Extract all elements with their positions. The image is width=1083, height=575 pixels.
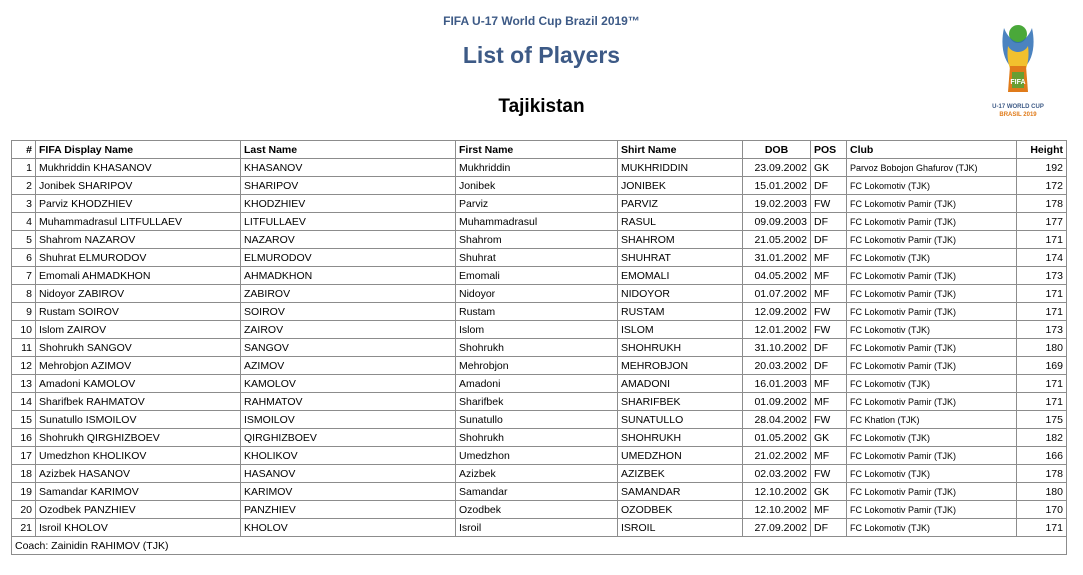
player-dob: 12.10.2002 xyxy=(743,501,811,519)
player-club: FC Lokomotiv (TJK) xyxy=(847,465,1017,483)
player-position: FW xyxy=(811,195,847,213)
player-number: 16 xyxy=(12,429,36,447)
player-number: 9 xyxy=(12,303,36,321)
player-dob: 28.04.2002 xyxy=(743,411,811,429)
player-number: 7 xyxy=(12,267,36,285)
player-first-name: Sharifbek xyxy=(456,393,618,411)
player-height: 173 xyxy=(1017,267,1067,285)
column-header-pos: POS xyxy=(811,141,847,159)
player-dob: 01.07.2002 xyxy=(743,285,811,303)
player-shirt-name: ISLOM xyxy=(618,321,743,339)
player-display-name: Amadoni KAMOLOV xyxy=(36,375,241,393)
table-row xyxy=(12,339,1067,357)
tournament-subtitle: FIFA U-17 World Cup Brazil 2019™ xyxy=(443,14,640,28)
player-last-name: AZIMOV xyxy=(241,357,456,375)
player-first-name: Umedzhon xyxy=(456,447,618,465)
player-number: 8 xyxy=(12,285,36,303)
player-number: 19 xyxy=(12,483,36,501)
team-name: Tajikistan xyxy=(498,96,585,117)
table-row xyxy=(12,195,1067,213)
player-last-name: SHARIPOV xyxy=(241,177,456,195)
player-position: MF xyxy=(811,249,847,267)
player-position: DF xyxy=(811,177,847,195)
player-club: FC Lokomotiv Pamir (TJK) xyxy=(847,483,1017,501)
player-shirt-name: MEHROBJON xyxy=(618,357,743,375)
player-height: 178 xyxy=(1017,195,1067,213)
player-position: DF xyxy=(811,213,847,231)
table-row xyxy=(12,249,1067,267)
player-height: 178 xyxy=(1017,465,1067,483)
player-display-name: Parviz KHODZHIEV xyxy=(36,195,241,213)
player-first-name: Nidoyor xyxy=(456,285,618,303)
player-number: 4 xyxy=(12,213,36,231)
table-row xyxy=(12,375,1067,393)
player-display-name: Mukhriddin KHASANOV xyxy=(36,159,241,177)
player-last-name: PANZHIEV xyxy=(241,501,456,519)
player-last-name: KAMOLOV xyxy=(241,375,456,393)
player-height: 171 xyxy=(1017,375,1067,393)
player-last-name: KHOLIKOV xyxy=(241,447,456,465)
player-first-name: Shahrom xyxy=(456,231,618,249)
player-club: FC Lokomotiv (TJK) xyxy=(847,429,1017,447)
table-row xyxy=(12,483,1067,501)
player-club: FC Lokomotiv Pamir (TJK) xyxy=(847,195,1017,213)
player-number: 6 xyxy=(12,249,36,267)
player-display-name: Shohrukh QIRGHIZBOEV xyxy=(36,429,241,447)
player-number: 18 xyxy=(12,465,36,483)
player-first-name: Parviz xyxy=(456,195,618,213)
player-dob: 31.10.2002 xyxy=(743,339,811,357)
player-height: 172 xyxy=(1017,177,1067,195)
player-display-name: Mehrobjon AZIMOV xyxy=(36,357,241,375)
player-last-name: SOIROV xyxy=(241,303,456,321)
table-row xyxy=(12,411,1067,429)
player-position: MF xyxy=(811,375,847,393)
table-row xyxy=(12,519,1067,537)
player-club: FC Lokomotiv (TJK) xyxy=(847,375,1017,393)
logo-caption-line2: BRASIL 2019 xyxy=(999,112,1037,118)
player-position: DF xyxy=(811,357,847,375)
player-dob: 21.02.2002 xyxy=(743,447,811,465)
player-number: 13 xyxy=(12,375,36,393)
player-dob: 15.01.2002 xyxy=(743,177,811,195)
player-club: FC Khatlon (TJK) xyxy=(847,411,1017,429)
player-dob: 20.03.2002 xyxy=(743,357,811,375)
player-last-name: HASANOV xyxy=(241,465,456,483)
column-header-last-name: Last Name xyxy=(241,141,456,159)
table-row xyxy=(12,357,1067,375)
player-position: MF xyxy=(811,267,847,285)
table-row xyxy=(12,159,1067,177)
player-club: FC Lokomotiv Pamir (TJK) xyxy=(847,303,1017,321)
player-shirt-name: SHAHROM xyxy=(618,231,743,249)
player-height: 170 xyxy=(1017,501,1067,519)
player-height: 171 xyxy=(1017,519,1067,537)
player-first-name: Jonibek xyxy=(456,177,618,195)
player-position: GK xyxy=(811,483,847,501)
player-club: FC Lokomotiv Pamir (TJK) xyxy=(847,357,1017,375)
player-last-name: NAZAROV xyxy=(241,231,456,249)
player-first-name: Shuhrat xyxy=(456,249,618,267)
player-number: 1 xyxy=(12,159,36,177)
player-shirt-name: SUNATULLO xyxy=(618,411,743,429)
player-club: FC Lokomotiv Pamir (TJK) xyxy=(847,213,1017,231)
table-row xyxy=(12,303,1067,321)
player-dob: 19.02.2003 xyxy=(743,195,811,213)
player-height: 171 xyxy=(1017,285,1067,303)
player-height: 169 xyxy=(1017,357,1067,375)
player-position: MF xyxy=(811,285,847,303)
player-dob: 01.09.2002 xyxy=(743,393,811,411)
player-height: 180 xyxy=(1017,339,1067,357)
player-last-name: ISMOILOV xyxy=(241,411,456,429)
table-row xyxy=(12,501,1067,519)
player-shirt-name: PARVIZ xyxy=(618,195,743,213)
player-first-name: Sunatullo xyxy=(456,411,618,429)
player-last-name: ZABIROV xyxy=(241,285,456,303)
column-header-display-name: FIFA Display Name xyxy=(36,141,241,159)
player-last-name: QIRGHIZBOEV xyxy=(241,429,456,447)
player-shirt-name: RASUL xyxy=(618,213,743,231)
column-header-club: Club xyxy=(847,141,1017,159)
table-row xyxy=(12,267,1067,285)
player-number: 15 xyxy=(12,411,36,429)
player-club: FC Lokomotiv Pamir (TJK) xyxy=(847,231,1017,249)
player-position: FW xyxy=(811,465,847,483)
player-number: 21 xyxy=(12,519,36,537)
player-first-name: Shohrukh xyxy=(456,339,618,357)
player-height: 192 xyxy=(1017,159,1067,177)
player-shirt-name: SHOHRUKH xyxy=(618,339,743,357)
player-dob: 01.05.2002 xyxy=(743,429,811,447)
player-display-name: Umedzhon KHOLIKOV xyxy=(36,447,241,465)
player-height: 166 xyxy=(1017,447,1067,465)
player-position: DF xyxy=(811,231,847,249)
player-last-name: ELMURODOV xyxy=(241,249,456,267)
player-shirt-name: UMEDZHON xyxy=(618,447,743,465)
column-header-first-name: First Name xyxy=(456,141,618,159)
players-table xyxy=(11,140,1067,555)
player-height: 177 xyxy=(1017,213,1067,231)
player-shirt-name: JONIBEK xyxy=(618,177,743,195)
player-dob: 12.01.2002 xyxy=(743,321,811,339)
table-header-row xyxy=(12,141,1067,159)
player-last-name: KHODZHIEV xyxy=(241,195,456,213)
player-number: 14 xyxy=(12,393,36,411)
player-display-name: Isroil KHOLOV xyxy=(36,519,241,537)
coach-cell: Coach: Zainidin RAHIMOV (TJK) xyxy=(12,537,1067,555)
trophy-logo-icon xyxy=(982,16,1054,106)
player-shirt-name: SHUHRAT xyxy=(618,249,743,267)
player-first-name: Emomali xyxy=(456,267,618,285)
player-club: FC Lokomotiv Pamir (TJK) xyxy=(847,339,1017,357)
player-dob: 23.09.2002 xyxy=(743,159,811,177)
player-height: 175 xyxy=(1017,411,1067,429)
player-number: 12 xyxy=(12,357,36,375)
player-display-name: Azizbek HASANOV xyxy=(36,465,241,483)
coach-row xyxy=(12,537,1067,555)
player-shirt-name: RUSTAM xyxy=(618,303,743,321)
player-shirt-name: MUKHRIDDIN xyxy=(618,159,743,177)
player-height: 180 xyxy=(1017,483,1067,501)
table-row xyxy=(12,447,1067,465)
logo-caption-line1: U-17 WORLD CUP xyxy=(992,104,1044,110)
player-number: 20 xyxy=(12,501,36,519)
player-club: FC Lokomotiv (TJK) xyxy=(847,519,1017,537)
player-position: MF xyxy=(811,393,847,411)
player-display-name: Muhammadrasul LITFULLAEV xyxy=(36,213,241,231)
table-row xyxy=(12,213,1067,231)
player-first-name: Rustam xyxy=(456,303,618,321)
player-club: FC Lokomotiv Pamir (TJK) xyxy=(847,393,1017,411)
player-first-name: Azizbek xyxy=(456,465,618,483)
player-shirt-name: AMADONI xyxy=(618,375,743,393)
player-position: FW xyxy=(811,321,847,339)
table-row xyxy=(12,177,1067,195)
player-position: DF xyxy=(811,339,847,357)
player-dob: 16.01.2003 xyxy=(743,375,811,393)
player-position: MF xyxy=(811,447,847,465)
player-display-name: Emomali AHMADKHON xyxy=(36,267,241,285)
player-number: 2 xyxy=(12,177,36,195)
table-row xyxy=(12,465,1067,483)
player-number: 10 xyxy=(12,321,36,339)
column-header-shirt-name: Shirt Name xyxy=(618,141,743,159)
player-position: FW xyxy=(811,303,847,321)
player-club: FC Lokomotiv (TJK) xyxy=(847,177,1017,195)
player-display-name: Samandar KARIMOV xyxy=(36,483,241,501)
player-club: FC Lokomotiv Pamir (TJK) xyxy=(847,285,1017,303)
player-dob: 12.09.2002 xyxy=(743,303,811,321)
player-dob: 31.01.2002 xyxy=(743,249,811,267)
player-number: 5 xyxy=(12,231,36,249)
tournament-logo xyxy=(982,16,1054,126)
player-number: 17 xyxy=(12,447,36,465)
player-position: DF xyxy=(811,519,847,537)
player-last-name: KHOLOV xyxy=(241,519,456,537)
player-display-name: Islom ZAIROV xyxy=(36,321,241,339)
player-first-name: Islom xyxy=(456,321,618,339)
player-number: 11 xyxy=(12,339,36,357)
player-height: 174 xyxy=(1017,249,1067,267)
player-shirt-name: SHARIFBEK xyxy=(618,393,743,411)
player-display-name: Sunatullo ISMOILOV xyxy=(36,411,241,429)
table-row xyxy=(12,231,1067,249)
player-display-name: Sharifbek RAHMATOV xyxy=(36,393,241,411)
player-height: 173 xyxy=(1017,321,1067,339)
player-display-name: Nidoyor ZABIROV xyxy=(36,285,241,303)
player-first-name: Amadoni xyxy=(456,375,618,393)
player-display-name: Rustam SOIROV xyxy=(36,303,241,321)
player-first-name: Muhammadrasul xyxy=(456,213,618,231)
player-first-name: Shohrukh xyxy=(456,429,618,447)
player-last-name: AHMADKHON xyxy=(241,267,456,285)
player-dob: 04.05.2002 xyxy=(743,267,811,285)
player-last-name: SANGOV xyxy=(241,339,456,357)
column-header-height: Height xyxy=(1017,141,1067,159)
player-last-name: ZAIROV xyxy=(241,321,456,339)
table-row xyxy=(12,393,1067,411)
player-shirt-name: OZODBEK xyxy=(618,501,743,519)
player-last-name: KHASANOV xyxy=(241,159,456,177)
player-shirt-name: SAMANDAR xyxy=(618,483,743,501)
player-shirt-name: ISROIL xyxy=(618,519,743,537)
player-club: FC Lokomotiv Pamir (TJK) xyxy=(847,447,1017,465)
player-last-name: RAHMATOV xyxy=(241,393,456,411)
player-last-name: KARIMOV xyxy=(241,483,456,501)
player-position: GK xyxy=(811,429,847,447)
player-club: FC Lokomotiv (TJK) xyxy=(847,249,1017,267)
player-first-name: Mukhriddin xyxy=(456,159,618,177)
player-first-name: Mehrobjon xyxy=(456,357,618,375)
player-first-name: Samandar xyxy=(456,483,618,501)
player-dob: 21.05.2002 xyxy=(743,231,811,249)
column-header-number: # xyxy=(12,141,36,159)
player-club: FC Lokomotiv Pamir (TJK) xyxy=(847,501,1017,519)
player-shirt-name: EMOMALI xyxy=(618,267,743,285)
player-height: 182 xyxy=(1017,429,1067,447)
player-display-name: Shahrom NAZAROV xyxy=(36,231,241,249)
player-position: GK xyxy=(811,159,847,177)
player-shirt-name: AZIZBEK xyxy=(618,465,743,483)
player-last-name: LITFULLAEV xyxy=(241,213,456,231)
table-row xyxy=(12,429,1067,447)
player-height: 171 xyxy=(1017,231,1067,249)
player-position: MF xyxy=(811,501,847,519)
player-dob: 12.10.2002 xyxy=(743,483,811,501)
logo-fifa-text: FIFA xyxy=(1010,79,1026,86)
player-shirt-name: SHOHRUKH xyxy=(618,429,743,447)
player-dob: 02.03.2002 xyxy=(743,465,811,483)
player-height: 171 xyxy=(1017,393,1067,411)
column-header-dob: DOB xyxy=(743,141,811,159)
player-dob: 27.09.2002 xyxy=(743,519,811,537)
table-row xyxy=(12,285,1067,303)
player-first-name: Isroil xyxy=(456,519,618,537)
player-number: 3 xyxy=(12,195,36,213)
player-height: 171 xyxy=(1017,303,1067,321)
table-row xyxy=(12,321,1067,339)
player-display-name: Jonibek SHARIPOV xyxy=(36,177,241,195)
player-display-name: Shohrukh SANGOV xyxy=(36,339,241,357)
player-display-name: Ozodbek PANZHIEV xyxy=(36,501,241,519)
player-club: FC Lokomotiv (TJK) xyxy=(847,321,1017,339)
player-club: FC Lokomotiv Pamir (TJK) xyxy=(847,267,1017,285)
player-first-name: Ozodbek xyxy=(456,501,618,519)
player-position: FW xyxy=(811,411,847,429)
player-shirt-name: NIDOYOR xyxy=(618,285,743,303)
player-display-name: Shuhrat ELMURODOV xyxy=(36,249,241,267)
player-club: Parvoz Bobojon Ghafurov (TJK) xyxy=(847,159,1017,177)
player-dob: 09.09.2003 xyxy=(743,213,811,231)
page-title: List of Players xyxy=(462,42,621,68)
